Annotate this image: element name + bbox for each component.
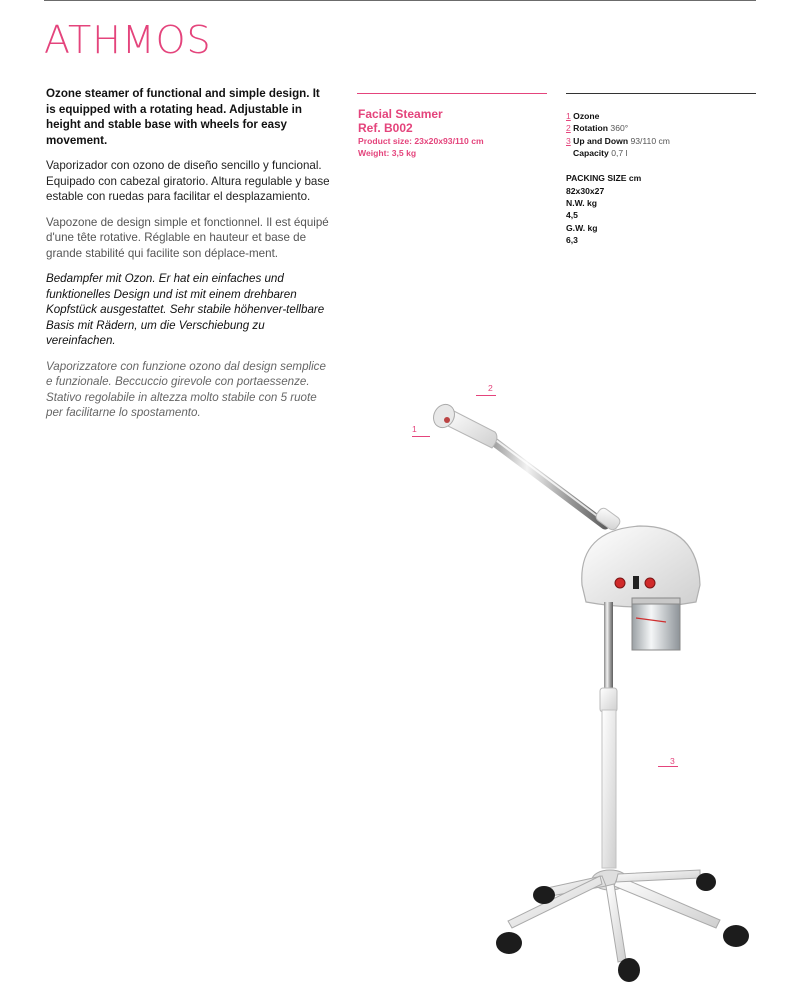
net-weight-label: N.W. kg — [566, 198, 598, 208]
feature-up-down — [566, 135, 756, 147]
steamer-arm — [485, 435, 605, 525]
feature-rotation — [566, 122, 756, 134]
description-french: Vapozone de design simple et fonctionnel. Il est équipé d'une tête rotative. Réglable en hauteur et base de grande stabilité qui facilite son déplace-ment. — [46, 215, 329, 260]
wheel-icon — [533, 886, 555, 904]
feature-value: 93/110 cm — [630, 135, 670, 146]
water-jar — [632, 598, 680, 650]
gross-weight-label: G.W. kg — [566, 222, 598, 233]
wheel-icon — [496, 932, 522, 954]
product-rule — [357, 93, 547, 94]
packing-info — [566, 172, 756, 246]
wheel-icon — [696, 873, 716, 891]
description-spanish: Vaporizador con ozono de diseño sencillo y funcional. Equipado con cabezal giratorio. Altura regulable y base estable con ruedas para facilitar el desplazamiento. — [46, 159, 330, 203]
callout-number: 3 — [670, 756, 675, 766]
description-english: Ozone steamer of functional and simple design. It is equipped with a rotating head. Adjustable in height and stable base with wheels for easy movement. — [46, 87, 320, 147]
feature-number: 2 — [566, 123, 571, 134]
support-column — [602, 710, 616, 868]
feature-label: Rotation — [573, 123, 609, 134]
wheeled-base — [496, 870, 749, 982]
net-weight-value: 4,5 — [566, 210, 578, 221]
wheel-icon — [723, 925, 749, 947]
product-size: Product size: 23x20x93/110 cm — [358, 136, 484, 146]
feature-label: Ozone — [573, 111, 600, 121]
description-german: Bedampfer mit Ozon. Er hat ein einfaches und funktionelles Design und ist mit einem drehbaren Kopfstück ausgestattet. Sehr stabile höhenver-tellbare Basis mit Rädern, um die Verschiebung zu vereinfachen. — [46, 272, 325, 347]
feature-ozone — [566, 110, 756, 122]
product-ref: Ref. B002 — [358, 121, 413, 135]
feature-number: 1 — [566, 111, 571, 121]
power-button-icon — [615, 578, 625, 588]
packing-heading: PACKING SIZE cm — [566, 173, 642, 184]
feature-label: Capacity — [573, 147, 609, 158]
feature-value: 0,7 l — [611, 147, 628, 158]
gross-weight-value: 6,3 — [566, 235, 578, 246]
wheel-icon — [618, 958, 640, 982]
facial-steamer-image — [400, 380, 770, 995]
steamer-body — [582, 526, 700, 607]
chrome-pole — [604, 602, 613, 692]
nozzle-head — [430, 401, 497, 448]
ozone-button-icon — [645, 578, 655, 588]
page-title: ATHMOS — [44, 18, 212, 62]
packing-size: 82x30x27 — [566, 185, 605, 196]
feature-number: 3 — [566, 135, 571, 146]
product-info — [358, 107, 558, 159]
feature-value: 360° — [610, 123, 629, 134]
switch-icon — [633, 576, 639, 589]
specs-rule — [566, 93, 756, 94]
feature-label: Up and Down — [573, 135, 629, 146]
callout-number: 1 — [412, 424, 417, 434]
description-italian: Vaporizzatore con funzione ozono dal design semplice e funzionale. Beccuccio girevole con portaessenze. Stativo regolabile in altezza molto stabile con 5 ruote per facilitarne lo spostamento. — [46, 359, 326, 419]
description-column — [46, 86, 331, 431]
product-weight: Weight: 3,5 kg — [358, 148, 417, 158]
feature-capacity — [566, 147, 756, 159]
specs-column — [566, 110, 756, 247]
product-name: Facial Steamer — [358, 107, 443, 121]
callout-number: 2 — [488, 383, 493, 393]
top-rule — [44, 0, 756, 1]
